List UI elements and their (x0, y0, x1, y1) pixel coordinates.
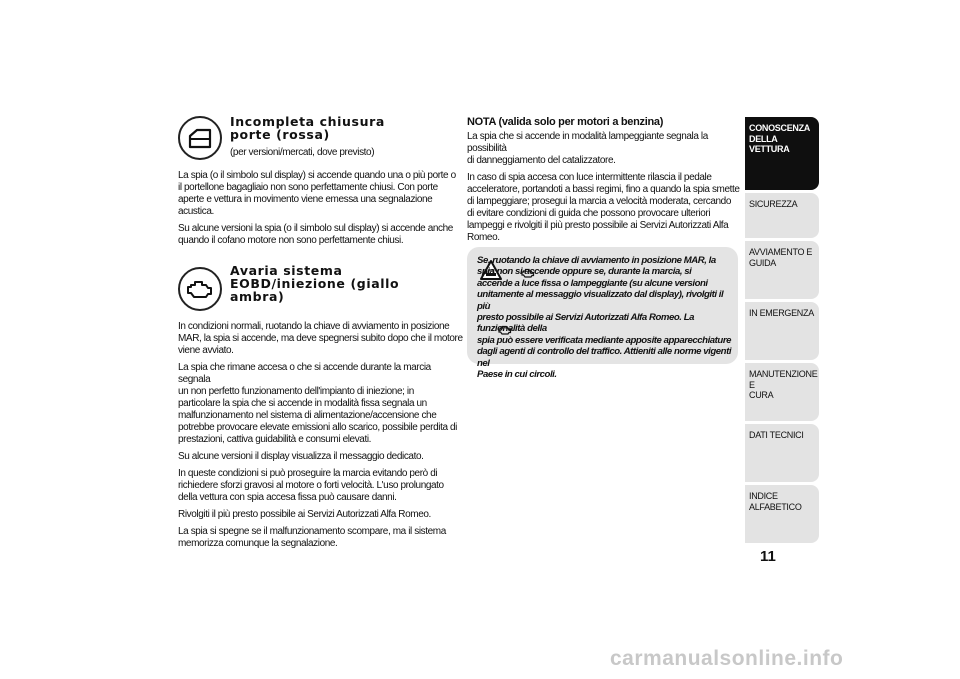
page-number: 11 (760, 548, 776, 565)
tab-manutenzione-e-cura[interactable]: MANUTENZIONE E CURA (745, 363, 819, 421)
paragraph: In caso di spia accesa con luce intermittente rilascia il pedale acceleratore, portandoti a bassi regimi, fino a quando la spia smette di lampeggiare; prosegui la marcia a velocità moderata, cercando di evitare condizioni di guida che possono provocare ulteriori lampeggi e rivolgiti il più presto possibile ai Servizi Autorizzati Alfa Romeo. (467, 172, 740, 243)
eobd-warning-title: Avaria sistema EOBD/iniezione (giallo ambra) (230, 263, 400, 304)
tab-avviamento-e-guida[interactable]: AVVIAMENTO E GUIDA (745, 241, 819, 299)
engine-check-icon (178, 267, 222, 311)
door-open-icon (178, 116, 222, 160)
door-warning-body (178, 170, 458, 252)
tab-in-emergenza[interactable]: IN EMERGENZA (745, 302, 819, 360)
warning-text: Se, ruotando la chiave di avviamento in posizione MAR, la spia non si accende oppure se, durante la marcia, si accende a luce fissa o lampeggiante (su alcune versioni unitamente al messaggio visualizzato dal display), rivolgiti il più presto possibile ai Servizi Autorizzati Alfa Romeo. La funzionalità della spia può essere verificata mediante apposite apparecchiature dagli agenti di controllo del traffico. Attieniti alle norme vigenti nel Paese in cui circoli. (477, 255, 732, 381)
paragraph: La spia (o il simbolo sul display) si accende quando una o più porte o il portellone bagagliaio non sono perfettamente chiusi. Con porte aperte e vettura in movimento viene emessa una segnalazione acustica. (178, 170, 456, 217)
warning-box (467, 247, 738, 381)
paragraph: Su alcune versioni il display visualizza il messaggio dedicato. (178, 451, 424, 462)
paragraph: La spia si spegne se il malfunzionamento scompare, ma il sistema memorizza comunque la segnalazione. (178, 526, 446, 549)
paragraph: La spia che rimane accesa o che si accende durante la marcia segnala un non perfetto funzionamento dell'impianto di iniezione; in particolare la spia che si accende in modalità fissa segnala un malfunzionamento nel sistema di alimentazione/accensione che potrebbe provocare elevate emissioni allo scarico, possibile perdita di prestazioni, cattiva guidabilità e consumi elevati. (178, 362, 457, 445)
paragraph: In queste condizioni si può proseguire la marcia evitando però di richiedere sforzi gravosi al motore o forti velocità. L'uso prolungato della vettura con spia accesa fissa può causare danni. (178, 468, 444, 503)
door-warning-subtitle: (per versioni/mercati, dove previsto) (230, 147, 375, 158)
paragraph: In condizioni normali, ruotando la chiave di avviamento in posizione MAR, la spia si accende, ma deve spegnersi subito dopo che il motore viene avviato. (178, 321, 463, 356)
tab-sicurezza[interactable]: SICUREZZA (745, 193, 819, 238)
engine-check-icon (521, 265, 535, 283)
engine-check-icon (498, 322, 512, 340)
tab-conoscenza-della-vettura[interactable]: CONOSCENZA DELLA VETTURA (745, 117, 819, 190)
door-warning-title: Incompleta chiusura porte (rossa) (230, 114, 385, 142)
paragraph: La spia che si accende in modalità lampeggiante segnala la possibilità di danneggiamento del catalizzatore. (467, 131, 708, 166)
paragraph: Su alcune versioni la spia (o il simbolo sul display) si accende anche quando il cofano motore non sono perfettamente chiusi. (178, 223, 453, 246)
paragraph: Rivolgiti il più presto possibile ai Servizi Autorizzati Alfa Romeo. (178, 509, 431, 520)
tab-indice-alfabetico[interactable]: INDICE ALFABETICO (745, 485, 819, 543)
watermark: carmanualsonline.info (610, 647, 844, 670)
note-title: NOTA (valida solo per motori a benzina) (467, 116, 664, 128)
note-body (467, 131, 742, 249)
eobd-warning-body (178, 321, 463, 555)
tab-dati-tecnici[interactable]: DATI TECNICI (745, 424, 819, 482)
